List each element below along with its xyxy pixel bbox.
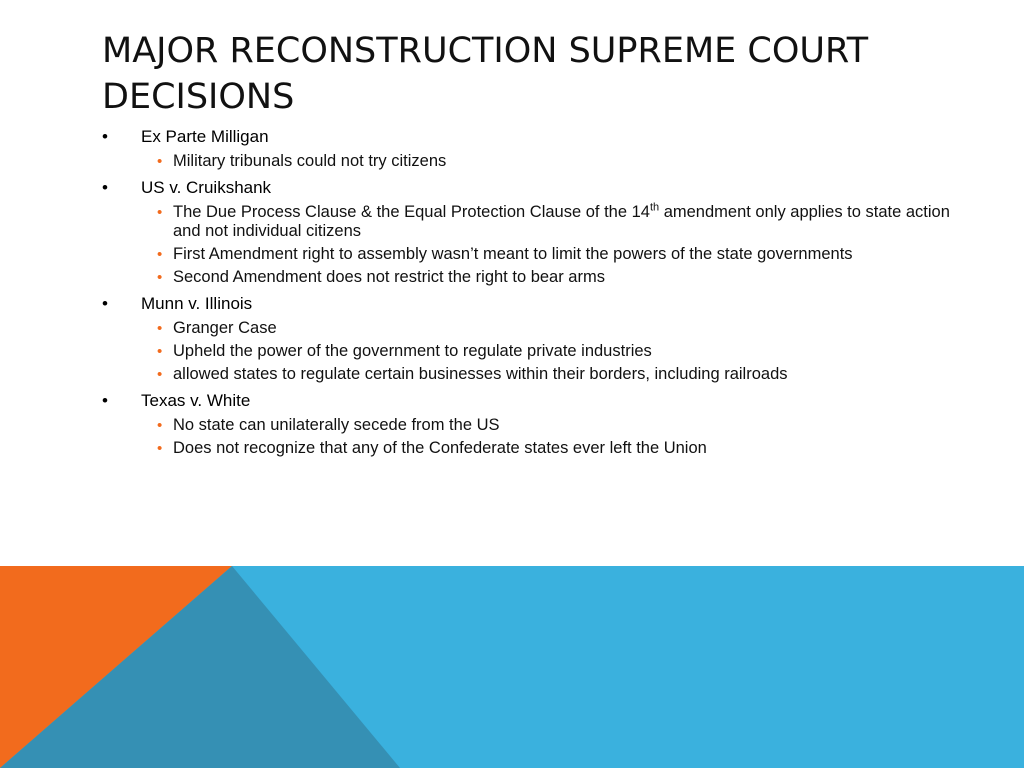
sub-bullet-icon: • [157, 343, 163, 360]
title-line-2: DECISIONS [102, 77, 295, 117]
case-heading [102, 293, 962, 315]
decorative-triangle-band [0, 566, 1024, 768]
case-point-text: Second Amendment does not restrict the right to bear arms [173, 268, 605, 286]
case-points [102, 319, 962, 384]
sub-bullet-icon: • [157, 246, 163, 263]
case-point [102, 203, 962, 241]
case-point-text: First Amendment right to assembly wasn’t meant to limit the powers of the state governments [173, 245, 853, 263]
sub-bullet-icon: • [157, 320, 163, 337]
case-point-text: allowed states to regulate certain businesses within their borders, including railroads [173, 365, 788, 383]
case-point-text: Does not recognize that any of the Confederate states ever left the Union [173, 439, 707, 457]
bullet-icon: • [102, 178, 108, 197]
case-point-text-before: The Due Process Clause & the Equal Protection Clause of the 14 [173, 203, 650, 221]
case-point-text: Upheld the power of the government to regulate private industries [173, 342, 652, 360]
case-munn-v-illinois [102, 293, 962, 384]
case-points [102, 152, 962, 171]
case-point-text: Military tribunals could not try citizens [173, 152, 447, 170]
case-point [102, 416, 962, 435]
case-name: Munn v. Illinois [141, 294, 253, 313]
slide-title [102, 28, 962, 120]
title-line-1: MAJOR RECONSTRUCTION SUPREME COURT [102, 31, 869, 71]
case-point [102, 245, 962, 264]
case-point [102, 342, 962, 361]
case-name: Ex Parte Milligan [141, 127, 269, 146]
sub-bullet-icon: • [157, 269, 163, 286]
case-point-text: No state can unilaterally secede from the US [173, 416, 500, 434]
slide-content [102, 126, 962, 464]
case-point [102, 319, 962, 338]
case-us-v-cruikshank [102, 177, 962, 287]
case-name: US v. Cruikshank [141, 178, 272, 197]
case-points [102, 416, 962, 458]
case-heading [102, 390, 962, 412]
ordinal-superscript: th [649, 201, 660, 214]
case-point [102, 365, 962, 384]
bullet-icon: • [102, 391, 108, 410]
case-name: Texas v. White [141, 391, 251, 410]
case-points [102, 203, 962, 287]
case-heading [102, 126, 962, 148]
case-ex-parte-milligan [102, 126, 962, 171]
bullet-icon: • [102, 127, 108, 146]
sub-bullet-icon: • [157, 153, 163, 170]
case-texas-v-white [102, 390, 962, 458]
case-point-text: Granger Case [173, 319, 277, 337]
bullet-icon: • [102, 294, 108, 313]
case-point [102, 268, 962, 287]
sub-bullet-icon: • [157, 440, 163, 457]
case-point-text-after: amendment only applies to state action and not individual citizens [173, 203, 950, 240]
case-point [102, 439, 962, 458]
case-point [102, 152, 962, 171]
sub-bullet-icon: • [157, 366, 163, 383]
sub-bullet-icon: • [157, 417, 163, 434]
case-heading [102, 177, 962, 199]
sub-bullet-icon: • [157, 204, 163, 221]
